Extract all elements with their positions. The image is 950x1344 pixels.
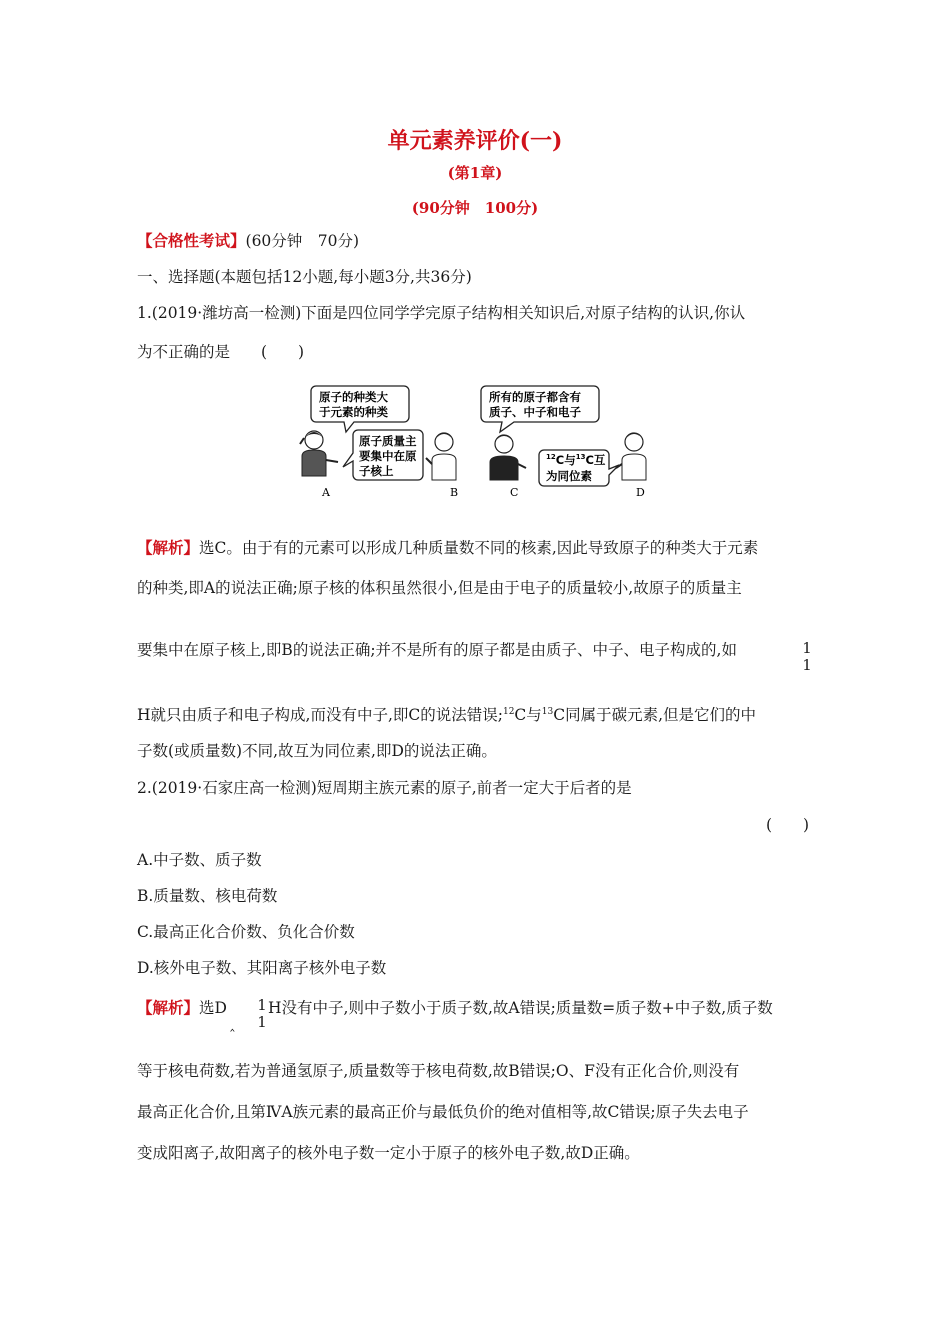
q2-option-b: B.质量数、核电荷数 — [137, 887, 278, 905]
q1-analysis-text1: 选C。由于有的元素可以形成几种质量数不同的核素,因此导致原子的种类大于元素 — [199, 539, 759, 557]
bubble-c-line1: 所有的原子都含有 — [489, 390, 581, 404]
q2-analysis-start: 选D — [199, 999, 227, 1017]
section-tag: 【合格性考试】 — [137, 231, 246, 250]
q2-frac-top: 1 — [257, 996, 267, 1014]
q1-analysis-line5: 子数(或质量数)不同,故互为同位素,即D的说法正确。 — [137, 742, 497, 760]
bubble-b-line1: 原子质量主 — [359, 434, 417, 448]
q1-sup-13: 13 — [541, 707, 554, 717]
q1-analysis-line2: 的种类,即A的说法正确;原子核的体积虽然很小,但是由于电子的质量较小,故原子的质量主 — [137, 579, 742, 597]
part-title: 一、选择题(本题包括12小题,每小题3分,共36分) — [137, 268, 472, 286]
section-heading — [137, 231, 359, 251]
q2-caret-mark: ‸ — [230, 1016, 235, 1032]
student-c-figure — [490, 435, 526, 480]
q1-hydrogen-nuclide — [801, 640, 813, 674]
bubble-d-line1: $^{12}$C与$^{13}$C互 — [546, 453, 606, 467]
q2-option-a: A.中子数、质子数 — [137, 851, 262, 869]
chapter-subtitle: (第1章) — [447, 164, 503, 182]
q2-analysis-line1-rest: H没有中子,则中子数小于质子数,故A错误;质量数=质子数+中子数,质子数 — [268, 999, 773, 1017]
q2-analysis-line3: 最高正化合价,且第ⅣA族元素的最高正价与最低负价的绝对值相等,故C错误;原子失去电子 — [137, 1103, 749, 1121]
bubble-c — [481, 386, 599, 432]
q1-analysis-text4a: H就只由质子和电子构成,而没有中子,即C的说法错误; — [137, 706, 503, 725]
q2-option-d: D.核外电子数、其阳离子核外电子数 — [137, 959, 387, 977]
q2-stem: 2.(2019·石家庄高一检测)短周期主族元素的原子,前者一定大于后者的是 — [137, 779, 632, 797]
bubble-d — [539, 450, 619, 486]
section-tag-note: (60分钟 70分) — [245, 232, 360, 250]
q1-frac-top: 1 — [802, 639, 812, 657]
figure-label-d: D — [636, 486, 645, 499]
duration-subtitle: (90分钟 100分) — [411, 199, 539, 217]
q2-answer-paren: ( ) — [766, 816, 810, 834]
student-d-figure — [616, 433, 646, 480]
q1-stem-line2: 为不正确的是 ( ) — [137, 343, 305, 361]
bubble-b-line2: 要集中在原 — [359, 449, 417, 463]
q1-figure-illustration — [296, 384, 658, 504]
q1-figure — [296, 384, 658, 504]
bubble-b-line3: 子核上 — [359, 464, 394, 478]
student-b-figure — [426, 433, 456, 480]
q1-sup-12: 12 — [502, 707, 515, 717]
q1-frac-bottom: 1 — [802, 656, 812, 674]
bubble-d-line2: 为同位素 — [546, 469, 592, 483]
q2-option-c: C.最高正化合价数、负化合价数 — [137, 923, 355, 941]
figure-label-c: C — [510, 486, 519, 499]
bubble-c-line2: 质子、中子和电子 — [489, 405, 581, 419]
bubble-a — [311, 386, 409, 432]
q1-analysis-line3: 要集中在原子核上,即B的说法正确;并不是所有的原子都是由质子、中子、电子构成的,如 — [137, 641, 737, 659]
bubble-b — [343, 430, 423, 480]
q1-analysis-text4b: C与 — [514, 706, 542, 725]
q1-analysis-tag: 【解析】 — [137, 538, 200, 557]
bubble-a-line1: 原子的种类大 — [319, 390, 388, 404]
student-a-figure — [300, 431, 338, 476]
q1-analysis-text4c: C同属于碳元素,但是它们的中 — [553, 706, 757, 725]
q2-analysis-line2: 等于核电荷数,若为普通氢原子,质量数等于核电荷数,故B错误;O、F没有正化合价,则没有 — [137, 1062, 740, 1080]
bubble-a-line2: 于元素的种类 — [319, 405, 388, 419]
q1-analysis-line4 — [137, 702, 756, 725]
q1-analysis-line1 — [137, 538, 758, 558]
figure-label-a: A — [322, 486, 330, 499]
q2-analysis-line4: 变成阳离子,故阳离子的核外电子数一定小于原子的核外电子数,故D正确。 — [137, 1144, 640, 1162]
q2-hydrogen-nuclide — [256, 997, 268, 1031]
q1-stem-line1: 1.(2019·潍坊高一检测)下面是四位同学学完原子结构相关知识后,对原子结构的认识,你认 — [137, 304, 746, 322]
page-title: 单元素养评价(一) — [387, 128, 563, 154]
figure-label-b: B — [450, 486, 459, 499]
q2-analysis-tag: 【解析】 — [137, 998, 200, 1017]
q2-frac-bottom: 1 — [257, 1013, 267, 1031]
q2-analysis-line1-start — [137, 998, 227, 1018]
